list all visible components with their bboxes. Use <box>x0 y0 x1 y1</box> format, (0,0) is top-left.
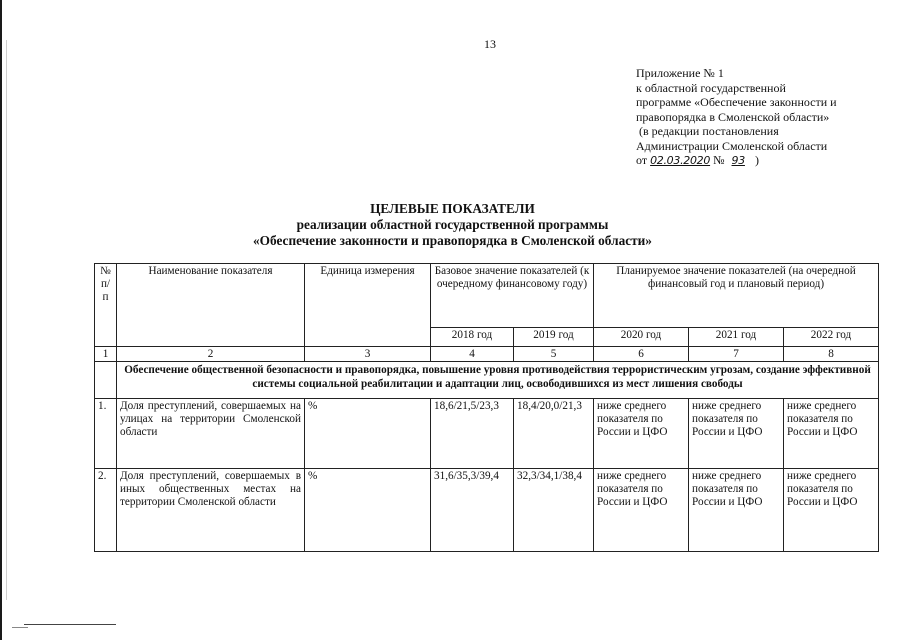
number-label: № <box>713 153 725 167</box>
section-row <box>95 362 879 399</box>
header-planned: Планируемое значение показателей (на очередной финансовый год и плановый период) <box>594 264 879 328</box>
title-line-2: реализации областной государственной программы <box>296 217 609 232</box>
header-base: Базовое значение показателей (к очередному финансовому году) <box>431 264 594 328</box>
row-value-2021: ниже среднего показателя по России и ЦФО <box>689 469 784 552</box>
table-row <box>95 399 879 469</box>
page-number: 13 <box>484 37 496 51</box>
col-number: 8 <box>784 347 879 362</box>
handwritten-number: 93 <box>731 154 745 167</box>
col-number: 1 <box>95 347 117 362</box>
col-number: 5 <box>514 347 594 362</box>
row-value-2018: 18,6/21,5/23,3 <box>431 399 514 469</box>
appendix-line: правопорядка в Смоленской области» <box>636 109 830 124</box>
row-name: Доля преступлений, совершаемых на улицах на территории Смоленской области <box>117 399 305 469</box>
row-value-2019: 18,4/20,0/21,3 <box>514 399 594 469</box>
row-value-2018: 31,6/35,3/39,4 <box>431 469 514 552</box>
header-year-2020: 2020 год <box>594 328 689 347</box>
col-number: 4 <box>431 347 514 362</box>
appendix-line: Администрации Смоленской области <box>636 138 828 153</box>
row-value-2021: ниже среднего показателя по России и ЦФО <box>689 399 784 469</box>
row-num: 1. <box>95 399 117 469</box>
header-num: № п/п <box>95 264 117 347</box>
header-year-2019: 2019 год <box>514 328 594 347</box>
column-number-row <box>95 347 879 362</box>
scan-edge-line <box>0 0 2 640</box>
appendix-date-line <box>636 153 896 169</box>
title-line-3: «Обеспечение законности и правопорядка в Смоленской области» <box>253 233 652 248</box>
col-number: 2 <box>117 347 305 362</box>
header-name: Наименование показателя <box>117 264 305 347</box>
header-year-2021: 2021 год <box>689 328 784 347</box>
col-number: 7 <box>689 347 784 362</box>
footnote-divider-mark <box>12 627 28 628</box>
row-unit: % <box>305 469 431 552</box>
row-value-2019: 32,3/34,1/38,4 <box>514 469 594 552</box>
appendix-line: программе «Обеспечение законности и <box>636 95 837 109</box>
appendix-line: Приложение № 1 <box>636 66 724 80</box>
row-value-2020: ниже среднего показателя по России и ЦФО <box>594 399 689 469</box>
handwritten-date: 02.03.2020 <box>650 154 711 167</box>
row-unit: % <box>305 399 431 469</box>
table-row <box>95 469 879 552</box>
indicators-table <box>94 263 879 552</box>
header-unit: Единица измерения <box>305 264 431 347</box>
footnote-divider <box>24 624 116 625</box>
row-name: Доля преступлений, совершаемых в иных общественных местах на территории Смоленской области <box>117 469 305 552</box>
scan-edge-shadow <box>6 40 7 600</box>
document-title <box>0 201 905 249</box>
section-num-cell <box>95 362 117 399</box>
header-year-2018: 2018 год <box>431 328 514 347</box>
col-number: 6 <box>594 347 689 362</box>
header-year-2022: 2022 год <box>784 328 879 347</box>
from-label: от <box>636 153 648 167</box>
row-value-2020: ниже среднего показателя по России и ЦФО <box>594 469 689 552</box>
row-value-2022: ниже среднего показателя по России и ЦФО <box>784 399 879 469</box>
appendix-block <box>636 66 896 169</box>
appendix-line: к областной государственной <box>636 80 786 95</box>
appendix-line: (в редакции постановления <box>636 124 779 138</box>
section-heading: Обеспечение общественной безопасности и правопорядка, повышение уровня противодействия террористическим угрозам, создание эффективной системы социальной реабилитации и адаптации лиц, освободившихся из мест лишения свободы <box>117 362 879 399</box>
closing-paren: ) <box>754 153 759 167</box>
row-value-2022: ниже среднего показателя по России и ЦФО <box>784 469 879 552</box>
title-line-1: ЦЕЛЕВЫЕ ПОКАЗАТЕЛИ <box>370 201 535 216</box>
col-number: 3 <box>305 347 431 362</box>
row-num: 2. <box>95 469 117 552</box>
